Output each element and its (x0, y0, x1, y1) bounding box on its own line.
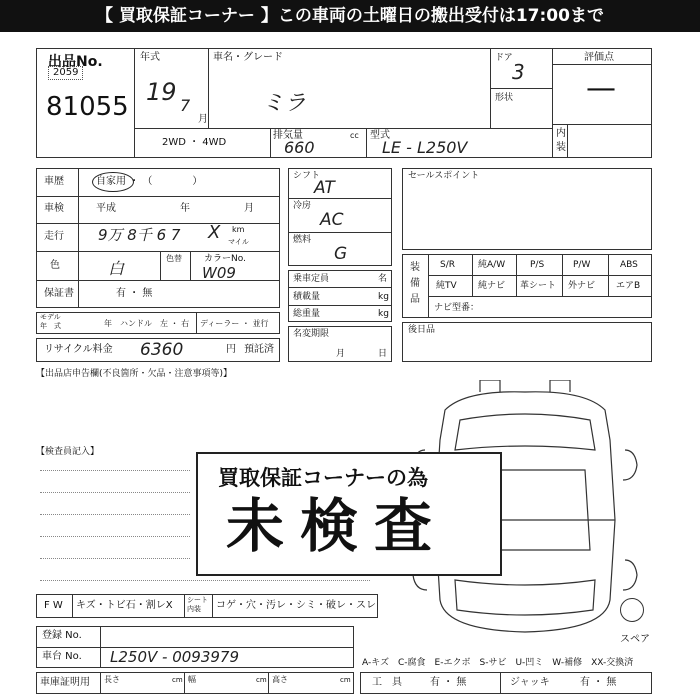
drive-type: 2WD ・ 4WD (162, 137, 227, 148)
shape-label: 形状 (495, 93, 514, 103)
year-month: 7 (180, 96, 191, 115)
color-code-label: カラーNo. (204, 254, 246, 264)
recycle-value: 6360 (140, 340, 184, 360)
tools-value: 有 ・ 無 (430, 677, 467, 688)
shaken-label: 車検 (44, 203, 64, 214)
history-circle (92, 172, 134, 192)
capacity-unit: 名 (378, 274, 388, 284)
recycle-unit: 円 (226, 344, 236, 355)
stamp-line1: 買取保証コーナーの為 (218, 466, 428, 490)
interior-label-2: 装 (556, 142, 566, 153)
cert-label: 車庫証明用 (40, 677, 90, 688)
year-unit: 月 (198, 114, 208, 125)
shift-label: シフト (293, 171, 321, 181)
navi-model-label: ナビ型番： (434, 303, 480, 313)
warranty-value: 有 ・ 無 (116, 288, 153, 299)
history-value: 自家用 ・ （ ） (96, 176, 203, 187)
warranty-label: 保証書 (44, 288, 74, 299)
equip-ext-navi: 外ナビ (568, 281, 596, 291)
damage-legend: A-キズ C-腐食 E-エクボ S-サビ U-凹ミ W-補修 XX-交換済 (362, 658, 634, 668)
model-year-label2: 年 式 (40, 322, 61, 330)
after-market-label: 後日品 (408, 325, 436, 335)
aircon-value: AC (320, 210, 344, 230)
tools-label: 工 具 (372, 677, 402, 688)
equip-aw: 純A/W (478, 260, 506, 270)
equip-pw: P/W (573, 260, 591, 270)
equipment-label-2: 備 (410, 278, 420, 289)
dealer-type: ディーラー ・ 並行 (200, 319, 269, 328)
spare-label: スペア (620, 634, 650, 645)
equipment-label-3: 品 (410, 294, 420, 305)
model-code-value: LE - L250V (382, 138, 468, 157)
inspector-header: 【検査員記入】 (36, 447, 100, 457)
seat-items: コゲ・穴・汚レ・シミ・破レ・スレ (216, 600, 376, 611)
cert-width-unit: cm (256, 676, 267, 684)
equip-sr: S/R (440, 260, 455, 270)
model-year-label1: モデル (40, 313, 61, 321)
chassis-value: L250V - 0093979 (110, 648, 240, 666)
displacement-unit: cc (350, 131, 359, 140)
registration-label: 登録 No. (42, 630, 82, 641)
model-year-year: 年 (104, 319, 112, 328)
model-code-label: 型式 (370, 130, 390, 141)
notes-header: 【出品店申告欄(不良箇所・欠品・注意事項等)】 (36, 369, 233, 379)
seat-label: シート内装 (187, 596, 208, 613)
handle-side: ハンドル 左 ・ 右 (120, 319, 190, 328)
model-name-value: ミラ (262, 91, 307, 116)
jack-value: 有 ・ 無 (580, 677, 617, 688)
lot-number: 81055 (46, 92, 129, 122)
conversion-month: 月 (336, 349, 346, 359)
aircon-label: 冷房 (293, 201, 312, 211)
mileage-unit: km (232, 225, 245, 234)
sales-point-label: セールスポイント (408, 171, 480, 181)
cert-height-unit: cm (340, 676, 351, 684)
equip-tv: 純TV (436, 281, 457, 291)
jack-label: ジャッキ (510, 677, 550, 688)
banner: 【 買取保証コーナー 】この車両の土曜日の搬出受付は17:00まで (0, 0, 700, 32)
conversion-day: 日 (378, 349, 388, 359)
load-unit: kg (378, 292, 389, 302)
cert-height: 高さ (272, 675, 288, 684)
shaken-year: 年 (180, 203, 190, 214)
equip-leather: 革シート (520, 281, 557, 291)
equip-airbag: エアB (616, 281, 641, 291)
mileage-unit2: マイル (228, 238, 249, 246)
grade-value: — (586, 71, 616, 106)
history-label: 車歴 (44, 176, 64, 187)
gross-unit: kg (378, 309, 389, 319)
doors-label: ドア (495, 53, 513, 63)
cert-length: 長さ (104, 675, 120, 684)
shaken-era: 平成 (96, 203, 116, 214)
color-change: 色替 (166, 254, 182, 263)
mileage-label: 走行 (44, 231, 64, 242)
fuel-label: 燃料 (293, 235, 312, 245)
interior-label-1: 内 (556, 128, 566, 139)
equip-abs: ABS (620, 260, 638, 270)
recycle-note: 預託済 (244, 344, 274, 355)
cert-length-unit: cm (172, 676, 183, 684)
mileage-mark: X (208, 222, 221, 243)
year-label: 年式 (140, 52, 160, 63)
capacity-label: 乗車定員 (293, 274, 330, 284)
lot-label: 出品No. (48, 54, 103, 70)
chassis-label: 車台 No. (42, 651, 82, 662)
displacement-label: 排気量 (273, 130, 303, 141)
gross-label: 総重量 (293, 309, 321, 319)
equip-navi: 純ナビ (478, 281, 506, 291)
color-value: 白 (108, 259, 125, 278)
conversion-label: 名変期限 (293, 329, 330, 339)
shaken-month: 月 (244, 203, 254, 214)
fw-label: F W (44, 600, 63, 611)
stamp-line2: 未検査 (226, 492, 449, 560)
recycle-label: リサイクル料金 (44, 344, 113, 355)
doors-value: 3 (512, 60, 525, 84)
equipment-label-1: 装 (410, 262, 420, 273)
model-name-label: 車名・グレード (213, 52, 283, 63)
color-code: W09 (202, 264, 236, 282)
equip-ps: P/S (530, 260, 545, 270)
fw-items: キズ・トビ石・割レX (76, 600, 173, 611)
cert-width: 幅 (188, 675, 196, 684)
lot-tag: 2059 (48, 66, 83, 80)
fuel-value: G (334, 244, 348, 264)
after-market-box (402, 322, 652, 362)
load-label: 積載量 (293, 292, 321, 302)
year-value: 19 (146, 78, 177, 106)
spare-tire-icon (620, 598, 644, 622)
displacement-value: 660 (284, 138, 315, 157)
grade-label: 評価点 (584, 52, 614, 63)
mileage-value: 9万 8千 6 7 (98, 226, 181, 244)
color-label: 色 (50, 260, 60, 271)
shift-value: AT (314, 178, 335, 198)
